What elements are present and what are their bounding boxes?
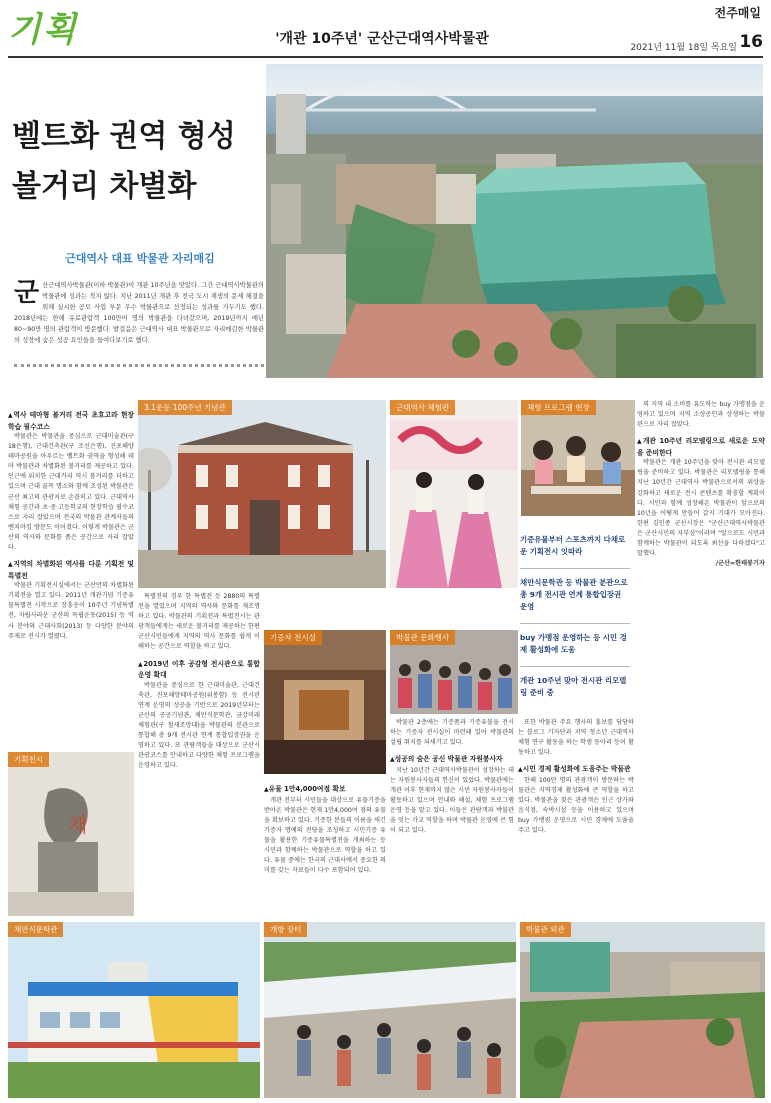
paragraph: 박물관을 중심으로 한 근대미술관, 근대건축관, 진포해양테마공원(위봉함) 등 전시관 연계 운영의 성공을 기반으로 2019년부터는 군산의 공공기념관, 채만식문학관, 금강미래체험관(구 철새조망대)을 박물관의 분관으로 통합해 총 9개 전시관 연계 통합입장권을 운영하고 있다. 또 관람객들을 대상으로 군산시 관광코스를 안내하고 다양한 체험 프로그램을 운영하고 있다. (138, 681, 260, 770)
exhibit-hall-photo (264, 630, 386, 774)
paragraph: 의 지역 내 소비를 유도하는 buy 가맹점을 운영하고 있으며 지역 소상공인과 상생하는 박물관으로 자리 잡았다. (637, 401, 765, 429)
paragraph: 박물관은 박물관을 중심으로 근대미술관(구 18은행), 근대건축관(구 조선은행), 진포해양테마공원을 아우르는 벨트화 권역을 형성해 테마 박물관과 차별화된 볼거리를 제공하고 있다. 인근에 위치한 근대거리 역시 볼거리를 더하고 있으며 근대 골목 명소와 함께 조성된 박물관은 군산 최고의 관광지로 손꼽히고 있다. 근대역사 체험 공간과 초·중·고등학교의 현장학습 필수코스로 자리 잡았으며 전국의 박물관 관계자들의 벤치마킹 방문도 이어졌다. 이렇게 박물관은 군산의 역사와 문화를 품은 공간으로 자리 잡았다. (8, 433, 134, 552)
literature-hall-image (8, 922, 260, 1098)
museum-overview-photo (520, 922, 765, 1098)
page-number: 16 (739, 32, 763, 52)
paragraph: 한해 100만 명의 관광객이 방문하는 박물관은 지역경제 활성화에 큰 역할을 하고 있다. 박물관을 찾은 관광객은 인근 상가와 음식점, 숙박시설 등을 이용하고 있으며 buy 가맹점 운영으로 시민 경제에 도움을 주고 있다. (518, 776, 634, 835)
header-divider (8, 56, 763, 58)
photo-caption: 3.1운동 100주년 기념관 (138, 400, 232, 415)
highlight-divider (520, 666, 630, 667)
article-column-4 (390, 718, 514, 914)
photo-caption: 채만식문학관 (8, 922, 63, 937)
article-column-5 (518, 718, 634, 914)
highlight-divider (520, 623, 630, 624)
bank-photo-image (138, 400, 386, 588)
photo-caption: 기획전시 (8, 752, 49, 767)
highlight-item: 기증유물부터 스포츠까지 다채로운 기획전시 잇따라 (520, 535, 626, 556)
drop-cap: 군 (14, 278, 40, 308)
event-crowd-photo (390, 630, 518, 714)
photo-caption: 근대역사 체험관 (390, 400, 455, 415)
paragraph: 박물관은 개관 10주년을 맞아 전시관 리모델링을 준비하고 있다. 박물관은 리모델링을 통해 지난 10년간 근대역사 박물관으로서의 위상을 강화하고 새로운 전시 콘텐츠를 확충할 계획이다. 시민과 함께 성장해온 박물관이 앞으로의 10년을 어떻게 만들어 갈지 기대가 모아진다. 한편 김인종 군산시장은 "군산근대역사박물관은 군산시민의 자부심"이라며 "앞으로도 시민과 함께하는 박물관이 되도록 최선을 다하겠다"고 말했다. (637, 459, 765, 558)
highlight-divider (520, 568, 630, 569)
article-column-3 (264, 778, 386, 916)
article-column-1 (8, 404, 134, 750)
subhead: ▲ 시민 경제 활성화에 도움주는 박물관 (518, 764, 634, 776)
article-column-6 (637, 400, 765, 916)
paragraph: 개관 전부터 시민들을 대상으로 유물기증을 받아온 박물관은 현재 1만4,000여 점의 유물을 확보하고 있다. 기증한 분들의 이름을 새긴 기증자 명예의 전당을 조성하고 시민기증 유물을 활용한 기증유물특별전을 개최하는 등 시민과 함께하는 박물관으로 역할을 하고 있다. 유물 중에는 한국의 근대사에서 중요한 의미를 갖는 자료들이 다수 포함되어 있다. (264, 796, 386, 875)
aerial-museum-photo (266, 64, 763, 378)
kids-photo-image (521, 400, 635, 516)
photo-caption: 박물관 외관 (520, 922, 571, 937)
page-title: '개관 10주년' 군산근대역사박물관 (275, 31, 489, 47)
highlight-item: 채만식문학관 등 박물관 분관으로 총 9개 전시관 연계 통합입장권 운영 (520, 578, 628, 611)
dotted-divider (14, 364, 264, 368)
lead-text: 산근대역사박물관(이하 박물관)이 개관 10주년을 맞았다. 그간 근대역사박물관의 박물관에 성과는 적지 않다. 지난 2011년 개관 후 전국 도시 재생의 문제 해결을 위해 실시한 공모 사업 부문 우수 박물관으로 선정되는 성과를 거두기도 했다. 2018년에는 한해 유료관람객 100만여 명의 박물관을 다녀갔으며, 2019년까지 매년 80~90만 명의 관람객이 방문했다. 발걸음은 근대역사 대표 박물관으로 자리매김한 박물관의 성장에 숨은 성공 요인들을 들여다보기로 했다. (14, 282, 264, 344)
subheadline: 근대역사 대표 박물관 자리매김 (65, 252, 215, 265)
paragraph: 특별전의 경우 한 특별전 등 2880의 특별전을 열었으며 지역의 역사와 문화를 재조명하고 있다. 박물관의 기획전과 특별전시는 관광객들에게는 새로운 볼거리를 제공하는 한편 군산시민들에게 지역의 역사 문화를 쉽게 이해하는 공간으로 역할을 하고 있다. (138, 593, 260, 651)
paragraph: 또한 박물관 주요 행사의 홍보를 담당하는 블로그 기자단과 지역 청소년 근대역사 체험 연구 활동을 하는 학생 동아리 등이 활동하고 있다. (518, 719, 634, 757)
paragraph: 박물관 기획전시실에서는 군산만의 차별화된 기획전을 열고 있다. 2011년 개관기념 기증유물특별전 시작으로 장흥옹이 10주년 기념특별전, 자립사라운 군산의 독립운동(2015) 등 역사 분야와 근대사회(2013) 등 다양한 분야의 주제로 전시가 열렸다. (8, 582, 134, 640)
aerial-photo-image (266, 64, 763, 378)
subhead: ▲ 지역의 차별화된 역사를 다룬 기획전 및 특별전 (8, 559, 134, 581)
paper-name: 전주매일 (714, 6, 761, 20)
highlight-item: buy 가맹점 운영하는 등 시민 경제 활성화에 도움 (520, 633, 627, 654)
paragraph: 지난 10년간 근대역사박물관이 성장하는 데는 자원봉사자들의 헌신이 있었다. 박물관에는 개관 이후 현재까지 많은 시민 자원봉사자들이 활동하고 있으며 안내와 해설, 체험 프로그램 운영 등을 맡고 있다. 이들은 관람객과 박물관을 잇는 가교 역할을 하며 박물관 운영에 큰 힘이 되고 있다. (390, 766, 514, 835)
literature-hall-photo (8, 922, 260, 1098)
headline-line-2: 볼거리 차별화 (12, 169, 197, 204)
mural-photo-image (8, 752, 134, 916)
issue-date: 2021년 11월 18일 목요일 (630, 43, 737, 53)
photo-caption: 체험 프로그램 현장 (521, 400, 596, 415)
historic-bank-photo (138, 400, 386, 588)
market-photo-image (264, 922, 516, 1098)
subhead: ▲ 유물 1만4,000여점 확보 (264, 784, 386, 796)
highlight-box (520, 534, 630, 697)
market-photo (264, 922, 516, 1098)
subhead: ▲ 역사 테마형 볼거리 전국 초호고라 현장학습 필수코스 (8, 410, 134, 432)
article-column-2 (138, 592, 260, 918)
section-logo: 기획 (8, 10, 78, 50)
overview-photo-image (520, 922, 765, 1098)
exhibit-photo-image (264, 630, 386, 774)
photo-caption: 기증자 전시실 (264, 630, 322, 645)
subhead: ▲ 2019년 이후 공감형 전시관으로 통합운영 확대 (138, 659, 260, 681)
hanbok-photo (390, 400, 518, 588)
subhead: ▲ 개관 10주년 리모델링으로 새로운 도약을 준비한다 (637, 436, 765, 458)
photo-caption: 박물관 문화행사 (390, 630, 455, 645)
hanbok-photo-image (390, 400, 518, 588)
byline: /군산=한태봉기자 (715, 560, 765, 568)
kids-activity-photo (521, 400, 635, 516)
photo-caption: 개항 장터 (264, 922, 307, 937)
svg-text:채: 채 (68, 813, 88, 837)
highlight-item: 개관 10주년 맞아 전시관 리모델링 준비 중 (520, 676, 627, 697)
subhead: ▲ 성공의 숨은 공신 박물관 자원봉사자 (390, 754, 514, 766)
gallery-mural-photo (8, 752, 134, 916)
paragraph: 박물관 2층에는 기증품과 기증유물을 전시하는 기증자 전시실이 마련돼 있어 박물관의 설립 취지를 되새기고 있다. (390, 719, 514, 747)
headline-line-1: 벨트화 권역 형성 (12, 119, 236, 154)
headline (12, 112, 262, 212)
lead-paragraph (14, 280, 264, 346)
